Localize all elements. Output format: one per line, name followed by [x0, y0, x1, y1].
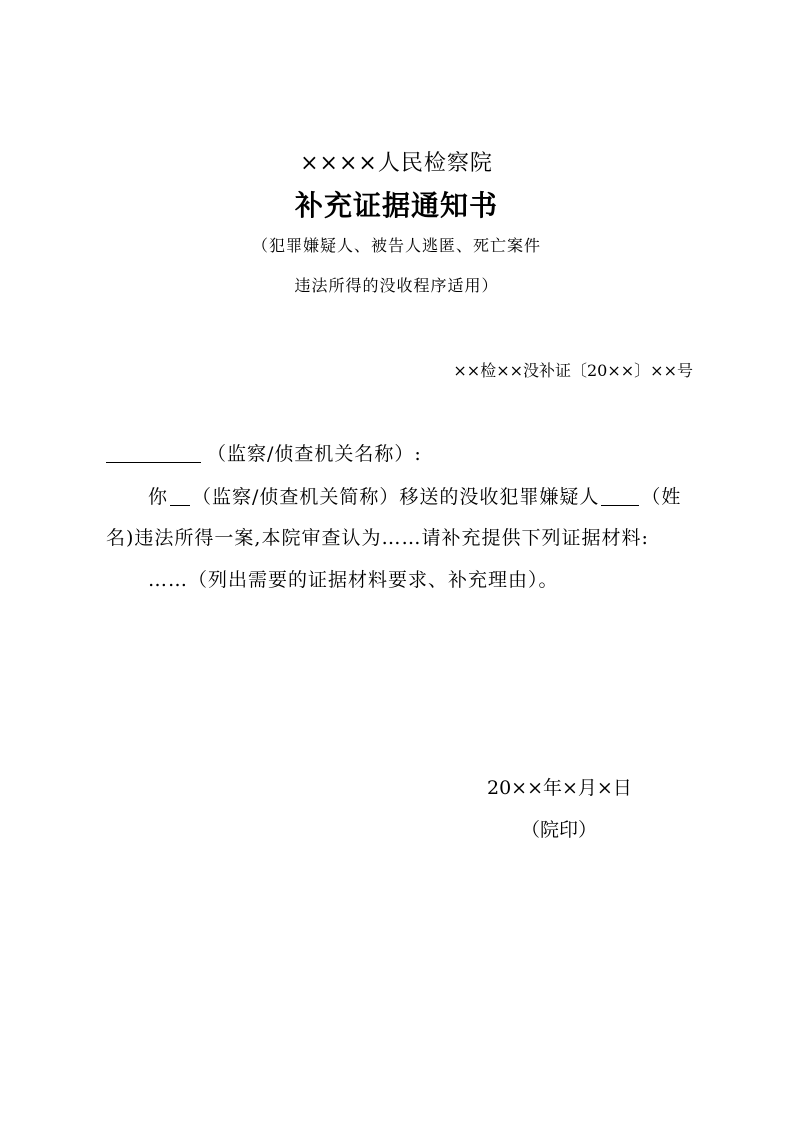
document-number: ××检××没补证〔20××〕××号 — [453, 361, 693, 380]
para1-tail: （姓 — [641, 486, 682, 508]
issue-date: 20××年×月×日 — [487, 777, 632, 799]
document-title: 补充证据通知书 — [294, 189, 498, 222]
addressee-line — [106, 439, 422, 466]
document-subtitle-line2: 违法所得的没收程序适用） — [294, 276, 499, 295]
agency-abbr-blank — [170, 486, 190, 506]
body-paragraph-line3: ……（列出需要的证据材料要求、补充理由）。 — [148, 569, 559, 591]
organization-name: ××××人民检察院 — [300, 151, 493, 176]
para1-middle: （监察/侦查机关简称）移送的没收犯罪嫌疑人 — [192, 486, 600, 508]
para1-lead: 你 — [148, 486, 169, 508]
agency-name-blank — [106, 443, 201, 463]
addressee-label: （监察/侦查机关名称）: — [207, 443, 422, 465]
body-paragraph-line1 — [148, 482, 681, 509]
body-paragraph-line2: 名)违法所得一案,本院审查认为……请补充提供下列证据材料: — [106, 527, 649, 549]
document-subtitle-line1: （犯罪嫌疑人、被告人逃匿、死亡案件 — [251, 236, 541, 255]
suspect-name-blank — [601, 486, 639, 506]
seal-label: （院印） — [521, 819, 598, 841]
